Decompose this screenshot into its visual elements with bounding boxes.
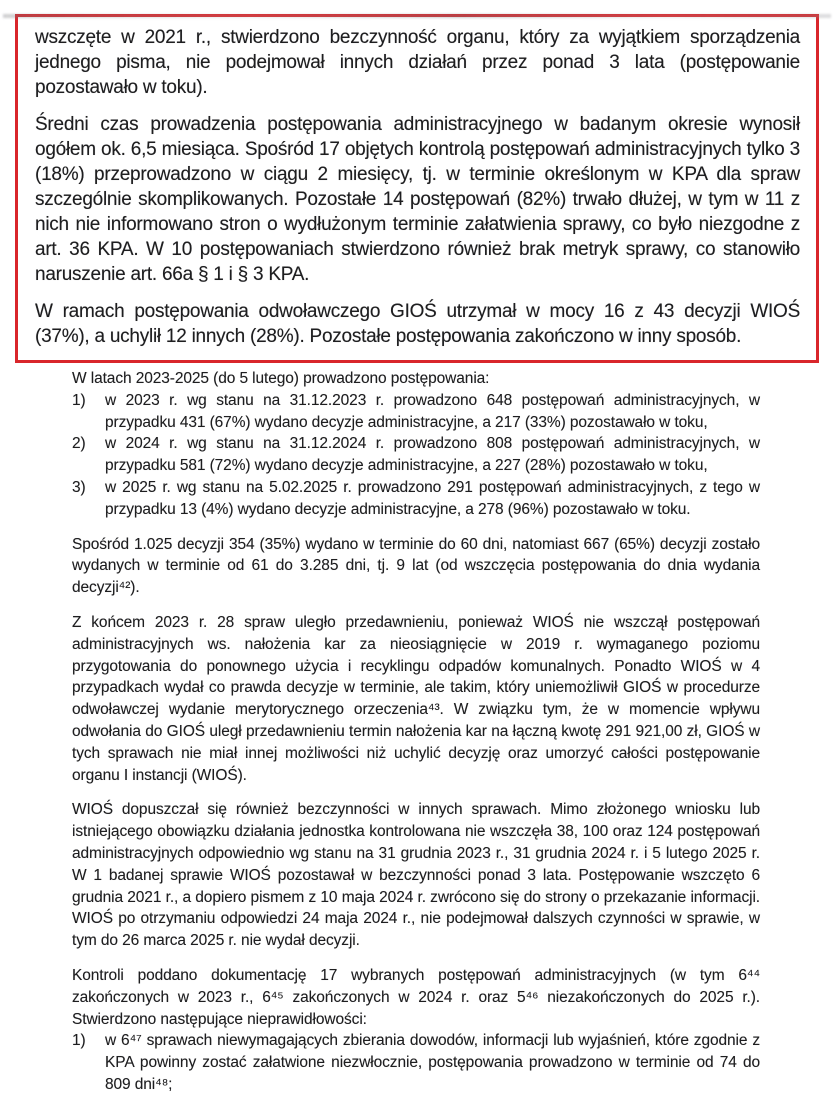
list-item [72,433,760,477]
list-item-text: w 2024 r. wg stanu na 31.12.2024 r. prowadzono 808 postępowań administracyjnych, w przypadku 581 (72%) wydano decyzje administracyjne, a 227 (28%) pozostawało w toku, [105,435,760,475]
audit-findings-list [72,1030,760,1095]
list-item-marker: 1) [72,1032,86,1050]
excerpt-paragraph-3: W ramach postępowania odwoławczego GIOŚ utrzymał w mocy 16 z 43 decyzji WIOŚ (37%), a uchylił 12 innych (28%). Pozostałe postępowania zakończono w inny sposób. [35,301,800,347]
audit-intro: Kontroli poddano dokumentację 17 wybranych postępowań administracyjnych (w tym 6⁴⁴ zakończonych w 2023 r., 6⁴⁵ zakończonych w 2024 r. oraz 5⁴⁶ niezakończonych do 2025 r.). Stwierdzono następujące nieprawidłowości: [72,966,760,1028]
inactivity-paragraph: WIOŚ dopuszczał się również bezczynności w innych sprawach. Mimo złożonego wniosku lub istniejącego obowiązku działania jednostka kontrolowana nie wszczęła 38, 100 oraz 124 postępowań administracyjnych odpowiednio wg stanu na 31 grudnia 2023 r., 31 grudnia 2024 r. i 5 lutego 2025 r. W 1 badanej sprawie WIOŚ pozostawał w bezczynności ponad 3 lata. Postępowanie wszczęto 6 grudnia 2021 r., a dopiero pismem z 10 maja 2024 r. zwrócono się do strony o przekazanie informacji. WIOŚ po otrzymaniu odpowiedzi 24 maja 2024 r., nie podejmował dalszych czynności w sprawie, w tym do 26 marca 2025 r. nie wydał decyzji. [72,801,760,950]
list-item [72,390,760,434]
highlighted-excerpt-box [15,14,819,363]
decisions-paragraph: Spośród 1.025 decyzji 354 (35%) wydano w terminie do 60 dni, natomiast 667 (65%) decyzji zostało wydanych w terminie od 61 do 3.285 dni, tj. 9 lat (od wszczęcia postępowania do dnia wydania decyzji⁴²). [72,535,760,597]
list-item-text: w 6⁴⁷ sprawach niewymagających zbierania dowodów, informacji lub wyjaśnień, które zgodnie z KPA powinny zostać załatwione niezwłocznie, postępowania prowadzono w terminie od 74 do 809 dni⁴⁸; [105,1032,760,1093]
report-body [72,368,760,1096]
excerpt-paragraph-2: Średni czas prowadzenia postępowania administracyjnego w badanym okresie wynosił ogółem ok. 6,5 miesiąca. Spośród 17 objętych kontrolą postępowań administracyjnych tylko 3 (18%) przeprowadzono w ciągu 2 miesięcy, tj. w terminie określonym w KPA dla spraw szczególnie skomplikowanych. Pozostałe 14 postępowań (82%) trwało dłużej, w tym w 11 z nich nie informowano stron o wydłużonym terminie załatwienia sprawy, co było niezgodne z art. 36 KPA. W 10 postępowaniach stwierdzono również brak metryk sprawy, co stanowiło naruszenie art. 66a § 1 i § 3 KPA. [35,114,800,285]
list-item [72,477,760,521]
list-item-text: w 2023 r. wg stanu na 31.12.2023 r. prowadzono 648 postępowań administracyjnych, w przypadku 431 (67%) wydano decyzje administracyjne, a 217 (33%) pozostawało w toku, [105,391,760,431]
list-item-marker: 3) [72,478,86,496]
proceedings-intro: W latach 2023-2025 (do 5 lutego) prowadzono postępowania: [72,370,490,387]
list-item-marker: 1) [72,391,86,409]
list-item [72,1030,760,1095]
prescription-paragraph: Z końcem 2023 r. 28 spraw uległo przedawnieniu, ponieważ WIOŚ nie wszczął postępowań administracyjnych ws. nałożenia kar za nieosiągnięcie w 2019 r. wymaganego poziomu przygotowania do ponownego użycia i recyklingu odpadów komunalnych. Ponadto WIOŚ w 4 przypadkach wydał co prawda decyzje w terminie, ale takim, który uniemożliwił GIOŚ w procedurze odwoławczej wydanie merytorycznego orzeczenia⁴³. W związku tym, że w momencie wpływu odwołania do GIOŚ uległ przedawnieniu termin nałożenia kar na łączną kwotę 291 921,00 zł, GIOŚ w tych sprawach nie miał innej możliwości niż uchylić decyzję oraz umorzyć całości postępowanie organu I instancji (WIOŚ). [72,613,760,784]
list-item-marker: 2) [72,435,86,453]
list-item-text: w 2025 r. wg stanu na 5.02.2025 r. prowadzono 291 postępowań administracyjnych, z tego w przypadku 13 (4%) wydano decyzje administracyjne, a 278 (96%) pozostawało w toku. [105,478,760,518]
excerpt-paragraph-1: wszczęte w 2021 r., stwierdzono bezczynność organu, który za wyjątkiem sporządzenia jednego pisma, nie podejmował innych działań przez ponad 3 lata (postępowanie pozostawało w toku). [35,27,800,98]
scan-artifact [3,14,831,18]
proceedings-list [72,390,760,521]
report-page [0,14,834,1093]
